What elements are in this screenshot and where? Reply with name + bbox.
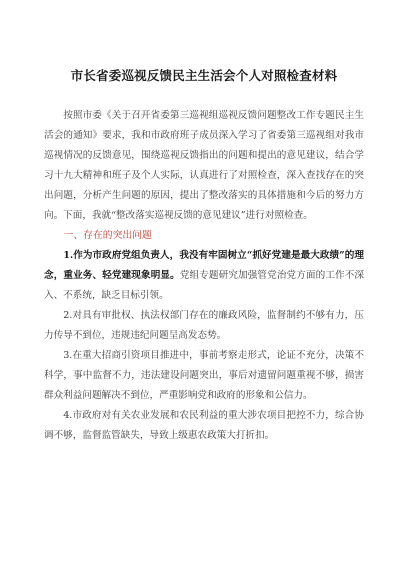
- document-title: 市长省委巡视反馈民主生活会个人对照检查材料: [70, 68, 338, 83]
- section-heading: 一、存在的突出问题: [63, 230, 152, 241]
- issue-item-1-lead: 1.作为市政府党组负责人，我没有牢固树立“抓好党建是最大政绩”的理念，重业务、轻党建现象明显。: [44, 250, 364, 281]
- issue-item-3: 3.在重大招商引资项目推进中，事前考察走形式，论证不充分，决策不科学，事中监督不力，违法建设问题突出，事后对遗留问题重视不够，损害群众利益问题解决不到位，严重影响党和政府的形象和公信力。: [44, 350, 364, 401]
- issue-item-1: [44, 246, 364, 306]
- intro-paragraph: 按照市委《关于召开省委第三巡视组巡视反馈问题整改工作专题民主生活会的通知》要求，我和市政府班子成员深入学习了省委第三巡视组对我市巡视情况的反馈意见，围绕巡视反馈指出的问题和提出的意见建议，结合学习十九大精神和班子及个人实际，认真进行了对照检查，深入查找存在的突出问题，分析产生问题的原因，提出了整改落实的具体措施和今后的努力方向。下面，我就“整改落实巡视反馈的意见建议”进行对照检查。: [44, 110, 364, 221]
- issue-item-2: 2.对具有审批权、执法权部门存在的廉政风险，监督制约不够有力，压力传导不到位，违规违纪问题呈高发态势。: [44, 310, 364, 341]
- issue-item-4: 4.市政府对有关农业发展和农民利益的重大涉农项目把控不力，综合协调不够，监督监管缺失，导致上级惠农政策大打折扣。: [44, 410, 364, 441]
- issue-item-1-body: 党组专题研究加强管党治党方面的工作不深入、不系统，缺乏目标引领。: [44, 270, 365, 301]
